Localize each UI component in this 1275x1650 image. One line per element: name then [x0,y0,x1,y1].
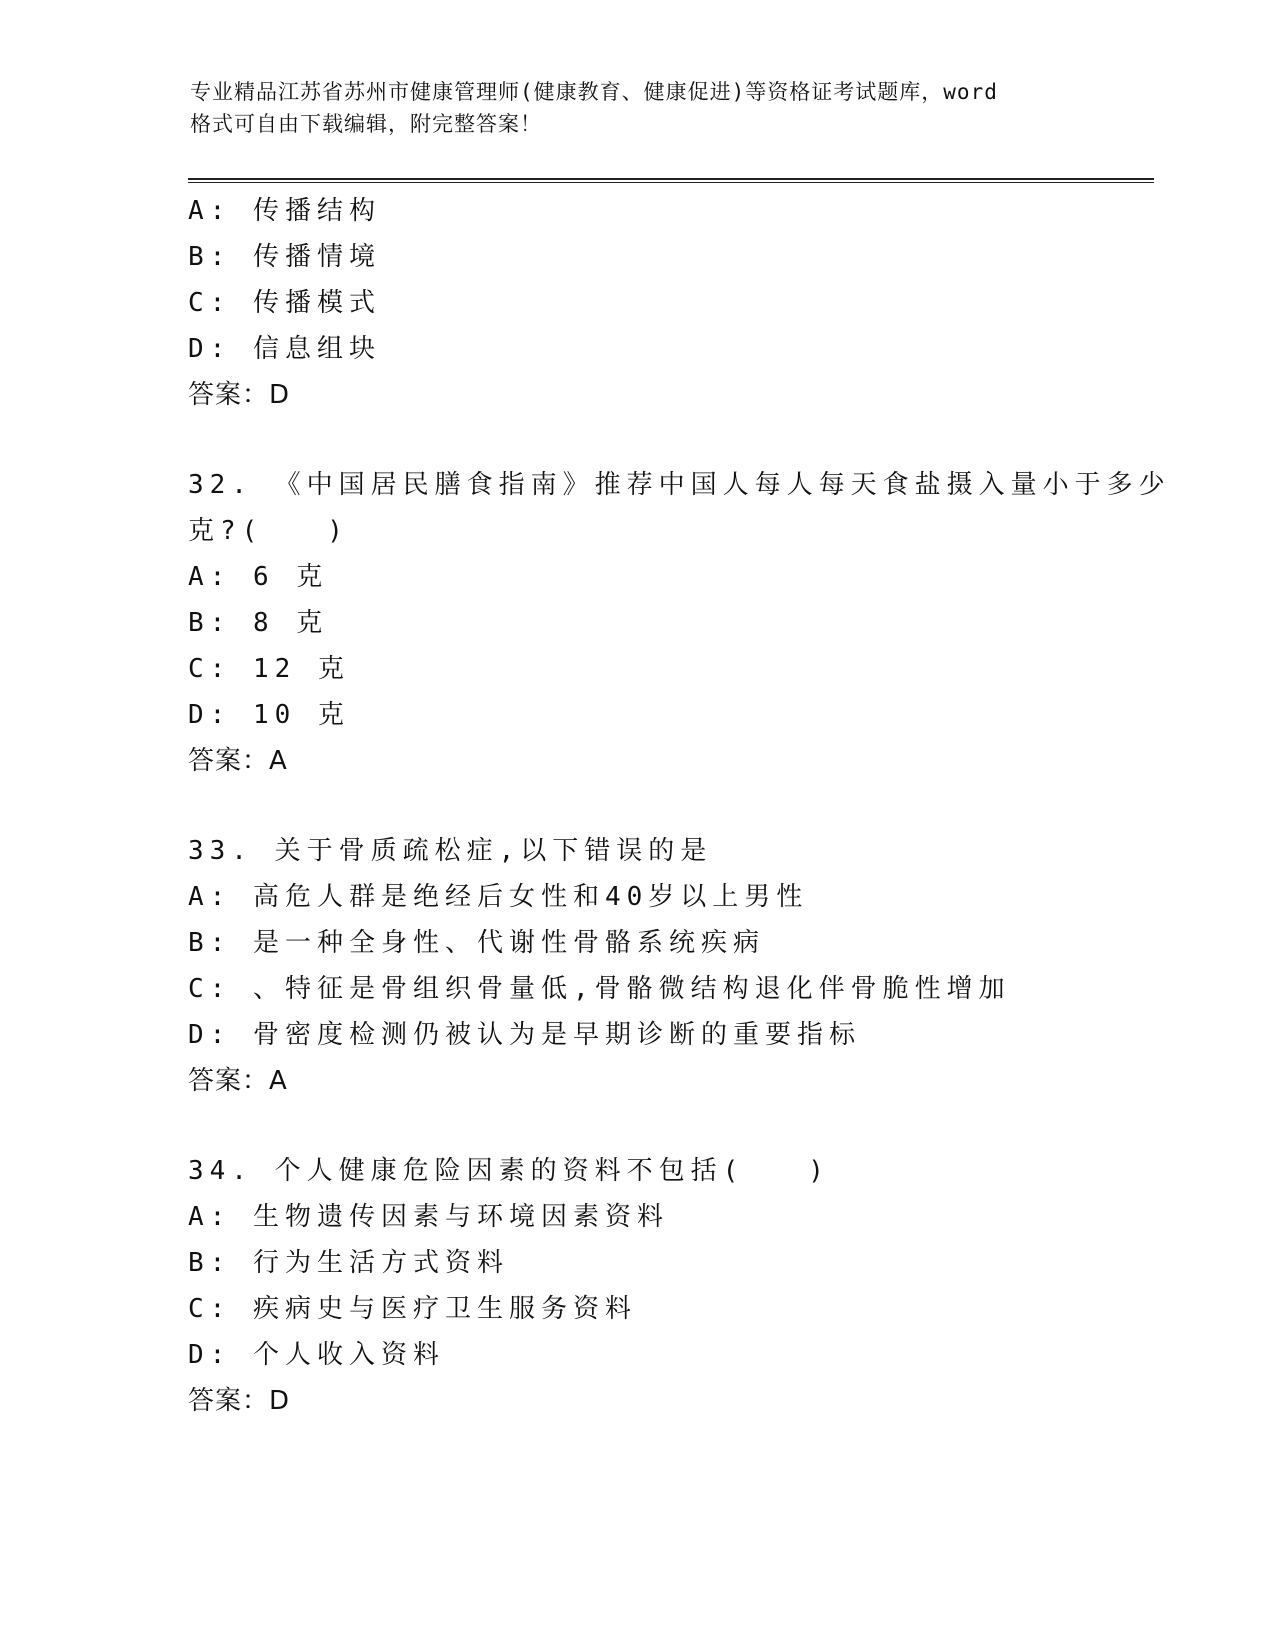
option-a: A: 6 克 [188,562,329,592]
header-divider [188,178,1154,183]
answer-line: 答案：A [188,1066,288,1096]
question-32 [188,462,1171,784]
option-d: D: 个人收入资料 [188,1340,445,1370]
option-d: D: 骨密度检测仍被认为是早期诊断的重要指标 [188,1020,861,1050]
option-c: C: 疾病史与医疗卫生服务资料 [188,1294,637,1324]
option-d: D: 信息组块 [188,334,381,364]
question-text-continued: 克?( ) [188,516,349,546]
question-33 [188,828,1108,1104]
option-b: B: 行为生活方式资料 [188,1248,509,1278]
answer-line: 答案：D [188,380,291,410]
question-34 [188,1148,1108,1424]
option-a: A: 生物遗传因素与环境因素资料 [188,1202,669,1232]
question-text: 33. 关于骨质疏松症,以下错误的是 [188,836,713,866]
option-c: C: 、特征是骨组织骨量低,骨骼微结构退化伴骨脆性增加 [188,974,1011,1004]
option-b: B: 8 克 [188,608,329,638]
answer-line: 答案：A [188,746,288,776]
answer-line: 答案：D [188,1386,291,1416]
option-b: B: 是一种全身性、代谢性骨骼系统疾病 [188,928,765,958]
question-text: 32. 《中国居民膳食指南》推荐中国人每人每天食盐摄入量小于多少 [188,470,1171,500]
option-a: A: 高危人群是绝经后女性和40岁以上男性 [188,882,809,912]
option-b: B: 传播情境 [188,242,381,272]
option-d: D: 10 克 [188,700,350,730]
question-list [188,188,1171,1424]
option-a: A: 传播结构 [188,196,381,226]
page-header [190,76,1090,140]
question-31 [188,188,1108,418]
question-text: 34. 个人健康危险因素的资料不包括( ) [188,1156,830,1186]
header-line-1: 专业精品江苏省苏州市健康管理师(健康教育、健康促进)等资格证考试题库，word [190,80,998,104]
option-c: C: 12 克 [188,654,350,684]
header-line-2: 格式可自由下载编辑，附完整答案！ [190,112,542,136]
option-c: C: 传播模式 [188,288,381,318]
